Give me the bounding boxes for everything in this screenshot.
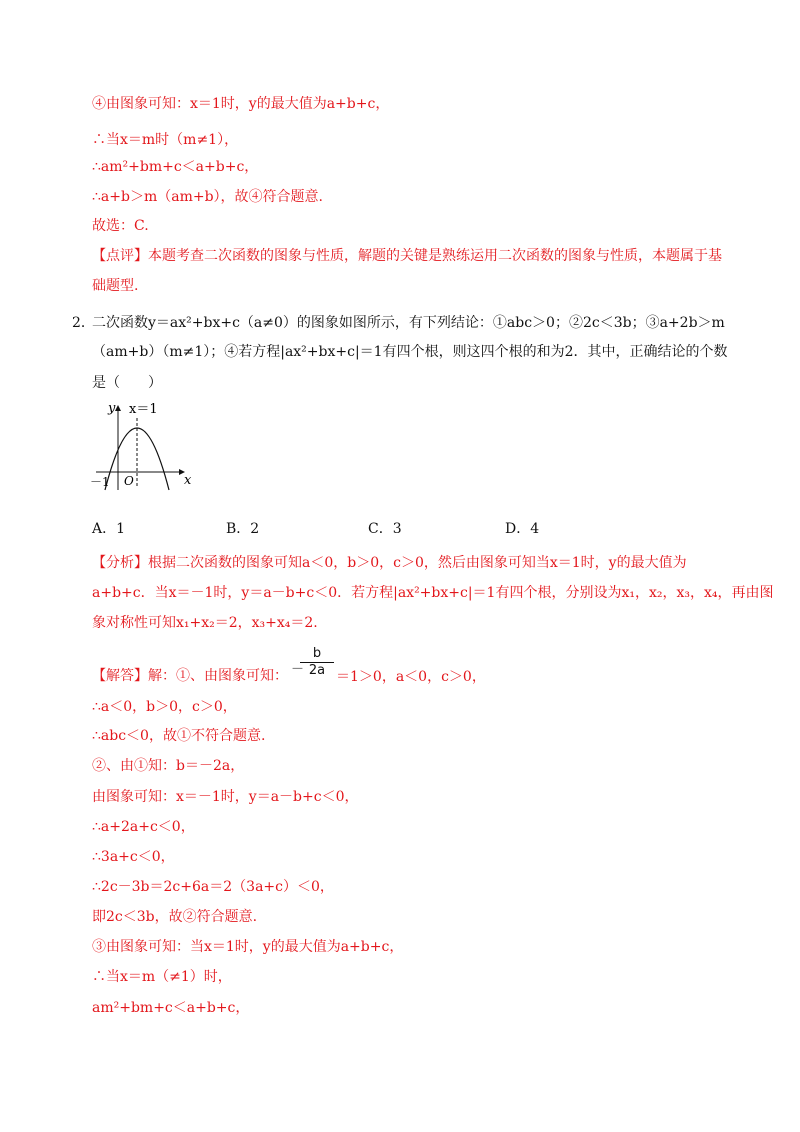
solution-line: ∴a+2a+c＜0， — [92, 819, 195, 835]
graph-y-label: y — [108, 401, 116, 416]
question-text: 二次函数y＝ax²+bx+c（a≠0）的图象如图所示，有下列结论：①abc＞0；②2c＜3b；③a+2b＞m — [92, 315, 725, 331]
comment-line: 础题型. — [92, 278, 139, 294]
analysis-line: 象对称性可知x₁+x₂＝2，x₃+x₄＝2. — [92, 615, 318, 631]
text-line: ∴当x＝m时（m≠1）， — [92, 132, 239, 148]
text-line: ∴am²+bm+c＜a+b+c， — [92, 159, 259, 175]
solution-line: ②、由①知：b＝－2a， — [92, 758, 245, 774]
fraction-numerator: b — [300, 646, 334, 663]
option-b[interactable]: B．2 — [226, 521, 260, 537]
solution-line: ③由图象可知：当x＝1时，y的最大值为a+b+c， — [92, 939, 404, 955]
question-text: 是（ ） — [92, 375, 162, 391]
analysis-line: a+b+c．当x＝－1时，y＝a－b+c＜0．若方程|ax²+bx+c|＝1有四个根，分别设为x₁，x₂，x₃，x₄，再由图 — [92, 585, 774, 601]
solution-line: ∴当x＝m（≠1）时， — [92, 969, 232, 985]
solution-intro-rest: ＝1＞0，a＜0，c＞0， — [336, 669, 486, 685]
solution-intro: 【解答】解：①、由图象可知： — [92, 668, 288, 684]
fraction — [300, 646, 334, 678]
solution-line: 由图象可知：x＝－1时，y＝a－b+c＜0， — [92, 789, 359, 805]
solution-line: ∴2c－3b＝2c+6a＝2（3a+c）＜0， — [92, 879, 334, 895]
fraction-denominator: 2a — [308, 663, 326, 678]
comment-line: 【点评】本题考查二次函数的图象与性质，解题的关键是熟练运用二次函数的图象与性质，本题属于基 — [92, 248, 722, 264]
text-line: ④由图象可知：x＝1时，y的最大值为a+b+c， — [92, 96, 390, 112]
solution-line: ∴a＜0，b＞0，c＞0， — [92, 699, 237, 715]
graph-origin-label: O — [124, 474, 134, 488]
question-number: 2． — [72, 315, 95, 331]
question-text: （am+b）（m≠1）；④若方程|ax²+bx+c|＝1有四个根，则这四个根的和为2．其中，正确结论的个数 — [92, 344, 728, 360]
graph-x-label: x — [184, 473, 192, 488]
text-line: 故选：C. — [92, 218, 149, 234]
text-line: ∴a+b＞m（am+b），故④符合题意. — [92, 189, 323, 205]
solution-line: ∴abc＜0，故①不符合题意. — [92, 728, 266, 744]
option-c[interactable]: C．3 — [368, 521, 402, 537]
graph-neg-one-label: －1 — [90, 475, 110, 489]
solution-line: ∴3a+c＜0， — [92, 849, 175, 865]
option-a[interactable]: A．1 — [92, 521, 126, 537]
fraction-sign: － — [291, 662, 305, 677]
solution-line: am²+bm+c＜a+b+c， — [92, 1000, 250, 1016]
parabola-graph — [88, 396, 198, 492]
graph-symmetry-label: x＝1 — [129, 402, 158, 417]
solution-line: 即2c＜3b，故②符合题意. — [92, 909, 258, 925]
option-d[interactable]: D．4 — [505, 521, 540, 537]
analysis-line: 【分析】根据二次函数的图象可知a＜0，b＞0，c＞0，然后由图象可知当x＝1时，y的最大值为 — [92, 555, 687, 571]
